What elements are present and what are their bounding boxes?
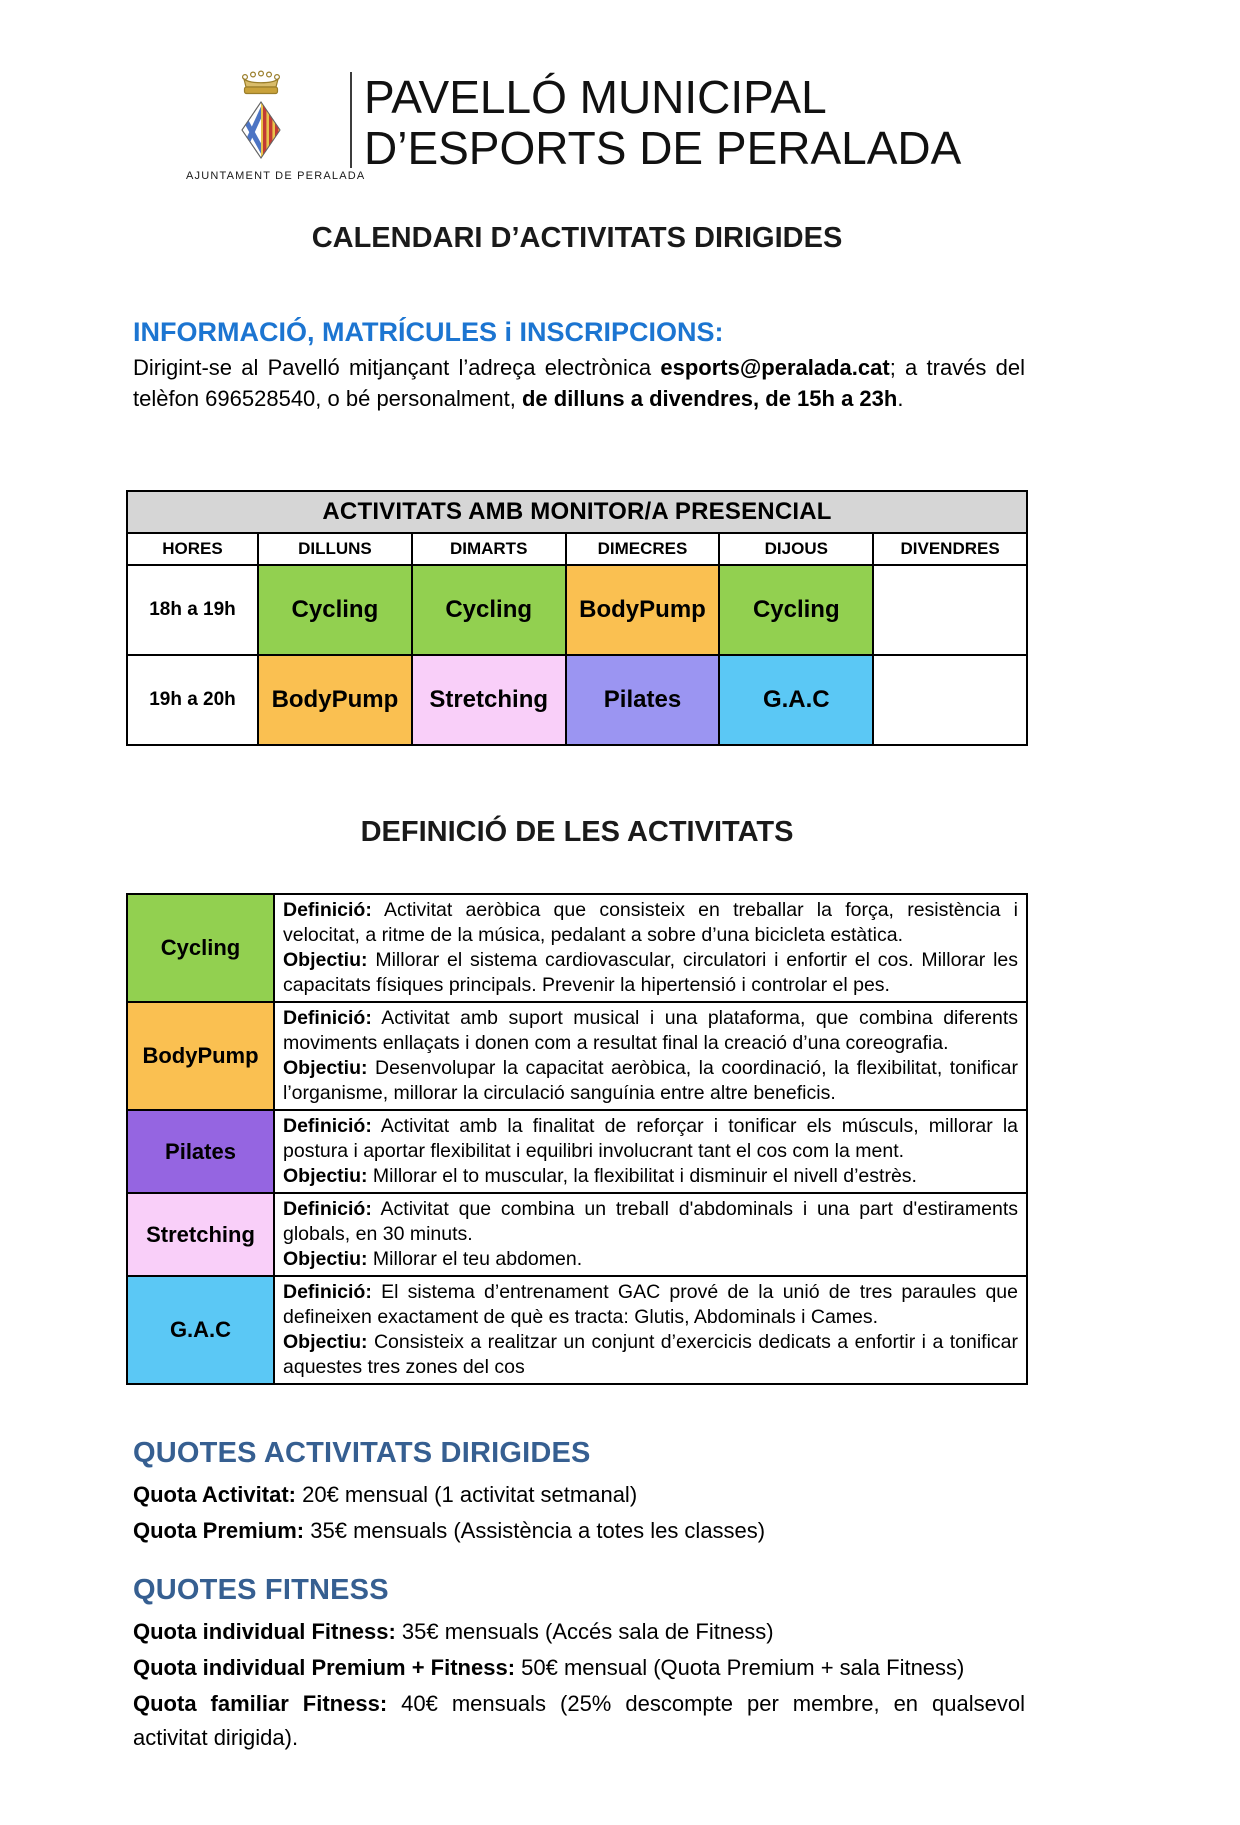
activity-cell-cycling: Cycling [412, 565, 566, 655]
quota-line [133, 1478, 1025, 1512]
bold-text: de dilluns a divendres, de 15h a 23h [521, 386, 898, 411]
schedule-table [126, 490, 1028, 746]
quota-line [133, 1687, 1025, 1755]
quota-value: 35€ mensuals (Accés sala de Fitness) [395, 1619, 774, 1644]
bold-text: esports@peralada.cat [660, 355, 890, 380]
quota-label: Quota familiar Fitness: [133, 1691, 388, 1716]
quotes-fitness-heading: QUOTES FITNESS [133, 1574, 389, 1606]
definitions-title: DEFINICIÓ DE LES ACTIVITATS [360, 816, 794, 848]
activity-name-cell: Pilates [127, 1110, 274, 1193]
time-cell: 18h a 19h [127, 565, 258, 655]
header [186, 70, 1240, 182]
shield-lozenge [240, 102, 281, 158]
objectiu-paragraph [283, 948, 1018, 998]
schedule-col-header-dilluns: DILLUNS [258, 533, 412, 565]
definition-text-cell [274, 1002, 1027, 1110]
text-run: . [897, 386, 904, 411]
schedule-row [127, 655, 1027, 745]
activity-cell-stretching: Stretching [412, 655, 566, 745]
definition-label: Objectiu: [283, 1165, 368, 1187]
header-divider [350, 72, 352, 168]
crown-icon [243, 71, 280, 93]
definition-label: Definició: [283, 899, 372, 921]
quotes-section [133, 1437, 1025, 1755]
activity-cell-cycling: Cycling [719, 565, 873, 655]
organization-title [364, 72, 961, 174]
text-run: Dirigint-se al Pavelló mitjançant l’adreça electrònica [133, 355, 661, 380]
time-cell: 19h a 20h [127, 655, 258, 745]
definicio-paragraph [283, 1280, 1018, 1330]
definicio-paragraph [283, 1114, 1018, 1164]
definition-label: Objectiu: [283, 1057, 368, 1079]
schedule-col-header-dimarts: DIMARTS [412, 533, 566, 565]
definition-label: Objectiu: [283, 1331, 368, 1353]
schedule-title-row [127, 491, 1027, 533]
quota-label: Quota individual Premium + Fitness: [133, 1655, 516, 1680]
text-run: ; a través del telèfon 696528540, o bé personalment, [133, 355, 1025, 411]
definition-row [127, 1110, 1027, 1193]
definition-text-cell [274, 894, 1027, 1002]
definition-row [127, 894, 1027, 1002]
quota-line [133, 1615, 1025, 1649]
quota-label: Quota Premium: [133, 1518, 305, 1543]
definition-text-cell [274, 1276, 1027, 1384]
definition-body: Consisteix a realitzar un conjunt d’exercicis dedicats a enfortir i a tonificar aquestes tres zones del cos [283, 1331, 1018, 1378]
quota-value: 35€ mensuals (Assistència a totes les classes) [304, 1518, 766, 1543]
definition-label: Objectiu: [283, 949, 368, 971]
definicio-paragraph [283, 1197, 1018, 1247]
definition-body: Activitat que combina un treball d'abdominals i una part d'estiraments globals, en 30 minuts. [283, 1198, 1018, 1245]
definition-body: Activitat amb suport musical i una plataforma, que combina diferents moviments enllaçats i donen com a resultat final la creació d’una coreografia. [283, 1007, 1018, 1054]
definition-row [127, 1276, 1027, 1384]
schedule-col-header-hores: HORES [127, 533, 258, 565]
schedule-row [127, 565, 1027, 655]
definition-body: Activitat amb la finalitat de reforçar i tonificar els músculs, millorar la postura i aportar flexibilitat i equilibri involucrant tant el cos com la ment. [283, 1115, 1018, 1162]
definition-body: Millorar el to muscular, la flexibilitat i disminuir el nivell d’estrès. [367, 1165, 917, 1187]
activity-name-cell: Stretching [127, 1193, 274, 1276]
definition-label: Definició: [283, 1115, 372, 1137]
definition-row [127, 1193, 1027, 1276]
quota-label: Quota individual Fitness: [133, 1619, 396, 1644]
definition-label: Objectiu: [283, 1248, 368, 1270]
objectiu-paragraph [283, 1056, 1018, 1106]
definition-body: Activitat aeròbica que consisteix en treballar la força, resistència i velocitat, a ritme de la música, pedalant a sobre d’una bicicleta estàtica. [283, 899, 1018, 946]
quota-value: 50€ mensual (Quota Premium + sala Fitness) [515, 1655, 965, 1680]
definition-text-cell [274, 1110, 1027, 1193]
definition-label: Definició: [283, 1281, 372, 1303]
quota-value: 40€ mensuals (25% descompte per membre, en qualsevol activitat dirigida). [133, 1691, 1025, 1750]
info-paragraph [133, 352, 1025, 414]
document-page [0, 70, 1240, 1825]
activity-cell-pilates: Pilates [566, 655, 720, 745]
definition-body: Millorar el teu abdomen. [367, 1248, 583, 1270]
activity-cell-bodypump: BodyPump [258, 655, 412, 745]
activity-cell-gac: G.A.C [719, 655, 873, 745]
empty-cell [873, 565, 1027, 655]
quotes-fitness-lines [133, 1615, 1025, 1755]
activity-name-cell: BodyPump [127, 1002, 274, 1110]
organization-title-line2: D’ESPORTS DE PERALADA [364, 122, 962, 174]
info-heading: INFORMACIÓ, MATRÍCULES i INSCRIPCIONS: [133, 317, 724, 347]
municipality-logo [186, 70, 366, 182]
schedule-col-header-dimecres: DIMECRES [566, 533, 720, 565]
objectiu-paragraph [283, 1330, 1018, 1380]
quota-line [133, 1514, 1025, 1548]
definition-text-cell [274, 1193, 1027, 1276]
quotes-dirigides-heading: QUOTES ACTIVITATS DIRIGIDES [133, 1437, 591, 1469]
schedule-col-header-dijous: DIJOUS [719, 533, 873, 565]
definicio-paragraph [283, 1006, 1018, 1056]
quota-value: 20€ mensual (1 activitat setmanal) [295, 1482, 638, 1507]
objectiu-paragraph [283, 1164, 1018, 1189]
quotes-dirigides-lines [133, 1478, 1025, 1548]
empty-cell [873, 655, 1027, 745]
definitions-body [127, 894, 1027, 1384]
definition-body: El sistema d’entrenament GAC prové de la unió de tres paraules que defineixen exactament de què es tracta: Glutis, Abdominals i Cames. [283, 1281, 1018, 1328]
definitions-table [126, 893, 1028, 1385]
definition-body: Desenvolupar la capacitat aeròbica, la coordinació, la flexibilitat, tonificar l’organisme, millorar la circulació sanguínia entre altre beneficis. [283, 1057, 1018, 1104]
quota-line [133, 1651, 1025, 1685]
activity-name-cell: G.A.C [127, 1276, 274, 1384]
activity-name-cell: Cycling [127, 894, 274, 1002]
objectiu-paragraph [283, 1247, 1018, 1272]
definition-row [127, 1002, 1027, 1110]
schedule-body [127, 565, 1027, 745]
coat-of-arms-icon [186, 70, 336, 162]
page-title: CALENDARI D’ACTIVITATS DIRIGIDES [311, 222, 843, 254]
organization-title-line1: PAVELLÓ MUNICIPAL [364, 71, 827, 123]
logo-caption: AJUNTAMENT DE PERALADA [186, 170, 366, 182]
schedule-col-header-divendres: DIVENDRES [873, 533, 1027, 565]
activity-cell-bodypump: BodyPump [566, 565, 720, 655]
definicio-paragraph [283, 898, 1018, 948]
quota-label: Quota Activitat: [133, 1482, 296, 1507]
schedule-title: ACTIVITATS AMB MONITOR/A PRESENCIAL [127, 491, 1027, 533]
definition-label: Definició: [283, 1198, 372, 1220]
definition-body: Millorar el sistema cardiovascular, circulatori i enfortir el cos. Millorar les capacitats físiques principals. Prevenir la hipertensió i controlar el pes. [283, 949, 1018, 996]
schedule-day-row [127, 533, 1027, 565]
definition-label: Definició: [283, 1007, 372, 1029]
activity-cell-cycling: Cycling [258, 565, 412, 655]
info-section [133, 317, 1025, 414]
